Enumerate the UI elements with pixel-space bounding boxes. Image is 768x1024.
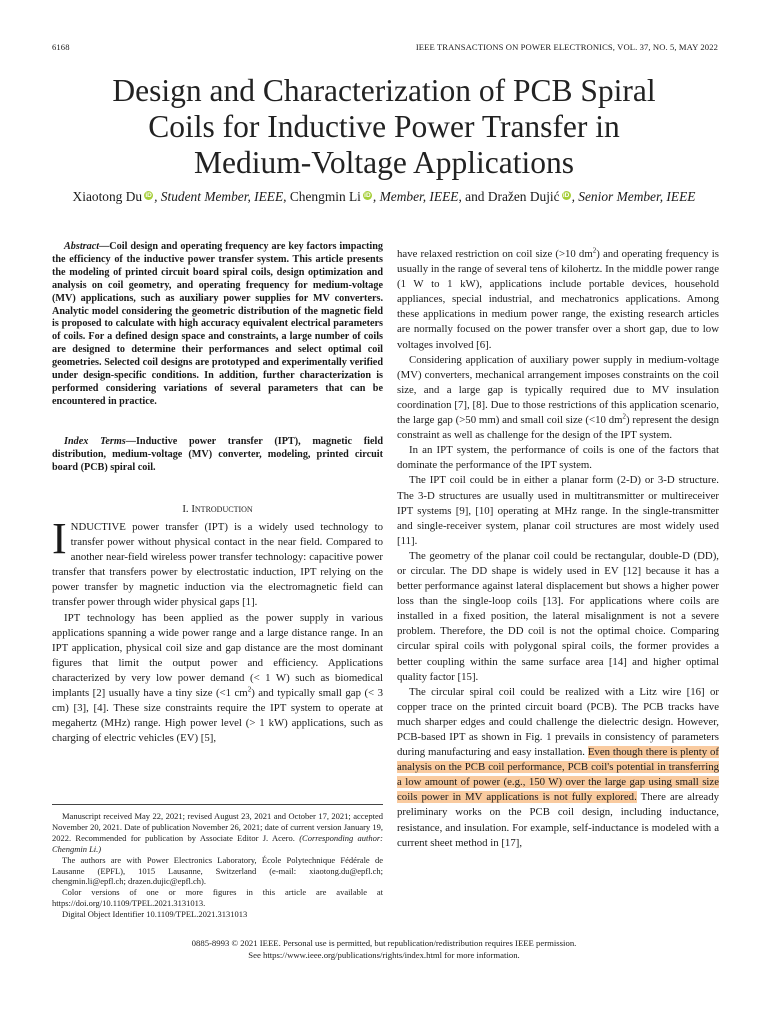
intro-paragraph: IPT technology has been applied as the power supply in various applications spanning a wide power range and a large distance range. In an IPT application, physical coil size and gap distance are the most dominant figures that limit the output power and efficiency. Applications characterized by very low power demand (< 1 W) such as biomedical implants [2] usually have a tiny size (<1 cm xyxy=(52,611,383,700)
abstract xyxy=(52,241,383,409)
index-terms-dash: — xyxy=(125,436,136,447)
orcid-icon[interactable]: iD xyxy=(145,192,152,199)
orcid-icon[interactable]: iD xyxy=(562,192,570,199)
section-number: I. xyxy=(182,503,192,515)
section-title: Introduction xyxy=(191,503,253,515)
author-name: Chengmin Li xyxy=(289,189,361,204)
body-paragraph: The circular spiral coil could be realized with a Litz wire [16] or copper trace on the printed circuit board (PCB). The PCB tracks have much sharper edges and could challenge the dielectric design. However, PCB-based IPT as shown in Fig. 1 prevails in consistency of parameters during manufacturing and easy installation. xyxy=(397,685,719,759)
journal-running-head: IEEE TRANSACTIONS ON POWER ELECTRONICS, VOL. 37, NO. 5, MAY 2022 xyxy=(415,42,718,52)
section-heading xyxy=(52,503,383,515)
drop-cap: I xyxy=(52,514,67,563)
paper-title xyxy=(40,73,728,181)
abstract-text: Coil design and operating frequency are key factors impacting the efficiency of the inductive power transfer system. This article presents the modeling of printed circuit board spiral coils, design optimization and analysis on coil geometry, and operating frequency for medium-voltage (MV) applications, such as auxiliary power supplies for MV converters. Analytic model considering the geometric distribution of the magnetic field is proposed to calculate with high accuracy equivalent electrical parameters of coils. For a defined design space and constraints, a large number of coils are designed to determine their performances and select optimal coil geometries. Selected coil designs are prototyped and experimentally verified under design-specific conditions. In addition, further characterization is performed considering variations of several parameters that can be encountered in practice. xyxy=(52,241,383,407)
author-membership: , Student Member, IEEE xyxy=(154,189,284,204)
body-paragraph-cont: ) represent the design constraint as well as challenge for the design of the IPT system. xyxy=(397,414,720,442)
page-number: 6168 xyxy=(52,42,70,52)
author-membership: , Member, IEEE xyxy=(372,189,459,204)
superscript: 2 xyxy=(592,246,597,255)
author-separator: , and xyxy=(458,189,488,204)
index-terms-label: Index Terms xyxy=(64,436,126,447)
intro-paragraph-cont: ) and typically small gap (< 3 cm) [3], [4]. These size constraints require the IPT system to operate at megahertz (MHz) range. High power level (> 1 kW) applications, such as charging of electric vehicles (EV) [5], xyxy=(52,687,383,745)
body-paragraph: In an IPT system, the performance of coils is one of the factors that dominate the performance of the IPT system. xyxy=(397,444,719,472)
copyright-notice xyxy=(40,938,728,961)
body-paragraph: Considering application of auxiliary power supply in medium-voltage (MV) converters, mechanical arrangement imposes constraints on the coil size, and a large gap is typically required due to MV insulation coordination [7], [8]. Due to those restrictions of this application scenario, the large gap (>50 mm) and small coil size (<10 dm xyxy=(397,353,719,427)
author-membership: , Senior Member, IEEE xyxy=(571,189,696,204)
footnote-affiliation: The authors are with Power Electronics Laboratory, École Polytechnique Fédérale de Lausanne (EPFL), 1015 Lausanne, Switzerland (e-mail: xiaotong.du@epfl.ch; chengmin.li@epfl.ch; drazen.dujic@epfl.ch). xyxy=(52,854,383,887)
footnotes xyxy=(52,811,383,920)
orcid-icon[interactable]: iD xyxy=(364,192,371,199)
footnote-color-versions: Color versions of one or more figures in this article are available at https://doi.org/10.1109/TPEL.2021.3131013. xyxy=(52,887,383,909)
title-line: Design and Characterization of PCB Spiral xyxy=(112,73,656,108)
highlighted-text[interactable]: Even though there is plenty of analysis on the PCB coil performance, PCB coil's potential in transferring a low amount of power (e.g., 150 W) over the large gap using small size coils power in MV applications is not fully explored. xyxy=(397,746,719,804)
index-terms xyxy=(52,436,383,475)
abstract-dash: — xyxy=(99,241,110,252)
author-list xyxy=(30,189,738,205)
superscript: 2 xyxy=(247,685,252,694)
author-separator: , xyxy=(283,189,290,204)
body-paragraph-cont: There are already preliminary works on the PCB coil design, including inductance, resistance, and insulation. For example, self-inductance is modeled with a current sheet method in [17], xyxy=(397,791,719,849)
superscript: 2 xyxy=(622,412,626,421)
right-column-text xyxy=(397,247,719,851)
footnote-doi: Digital Object Identifier 10.1109/TPEL.2021.3131013 xyxy=(62,909,248,920)
index-terms-text: Inductive power transfer (IPT), magnetic field distribution, medium-voltage (MV) converter, modeling, printed circuit board (PCB) spiral coil. xyxy=(52,436,383,473)
body-paragraph: The IPT coil could be in either a planar form (2-D) or 3-D structure. The 3-D structures are usually used in multitransmitter or multireceiver IPT systems [9], [10] operating at MHz range. In the single-transmitter and single-receiver system, planar coil structures are most widely used [11]. xyxy=(397,474,719,547)
title-line: Coils for Inductive Power Transfer in xyxy=(148,109,620,144)
rights-link-line: See https://www.ieee.org/publications/rights/index.html for more information. xyxy=(248,949,520,960)
footnote-divider xyxy=(52,804,383,805)
author-name: Dražen Dujić xyxy=(487,189,560,204)
intro-paragraph: NDUCTIVE power transfer (IPT) is a widely used technology to transfer power without physical contact in the near field. Compared to another near-field wireless power transfer technology: capacitive power transfer that transfers power by electrostatic induction, IPT relying on the power transfer by magnetic induction via the electromagnetic field can transfer power through wider physical gaps [1]. xyxy=(52,521,383,609)
author-name: Xiaotong Du xyxy=(72,189,143,204)
footnote-manuscript: Manuscript received May 22, 2021; revised August 23, 2021 and October 17, 2021; accepted November 20, 2021. Date of publication November 26, 2021; date of current version January 19, 2022. Recommended for publication by Associate Editor J. Acero. xyxy=(52,811,383,843)
abstract-label: Abstract xyxy=(64,241,100,252)
introduction-text xyxy=(52,514,383,746)
body-paragraph: The geometry of the planar coil could be rectangular, double-D (DD), or circular. The DD shape is widely used in EV [12] because it has a better performance against lateral displacement but shows a higher power loss than the single-loop coils [13]. For applications where coils are installed in a fixed position, the lateral misalignment is not a severe problem. Therefore, the DD coil is not the optimal choice. Comparing circular spiral coils with polygonal spiral coils, the former provides a better coupling within the same surface area [14] and higher optimal quality factor [15]. xyxy=(397,549,719,683)
body-paragraph: have relaxed restriction on coil size (>10 dm xyxy=(397,248,593,260)
corresponding-author: (Corresponding author: Chengmin Li.) xyxy=(52,832,384,854)
copyright-line: 0885-8993 © 2021 IEEE. Personal use is permitted, but republication/redistribution requires IEEE permission. xyxy=(191,938,577,948)
title-line: Medium-Voltage Applications xyxy=(194,145,574,180)
body-paragraph-cont: ) and operating frequency is usually in the range of several tens of kilohertz. In the middle power range (1 W to 1 kW), applications include portable devices, household appliances, special industrial, and mechatronics applications. Among these applications in medium power range, the existing research articles are normally focused on the power transfer over a short gap, due to low voltages involved [6]. xyxy=(397,248,719,351)
